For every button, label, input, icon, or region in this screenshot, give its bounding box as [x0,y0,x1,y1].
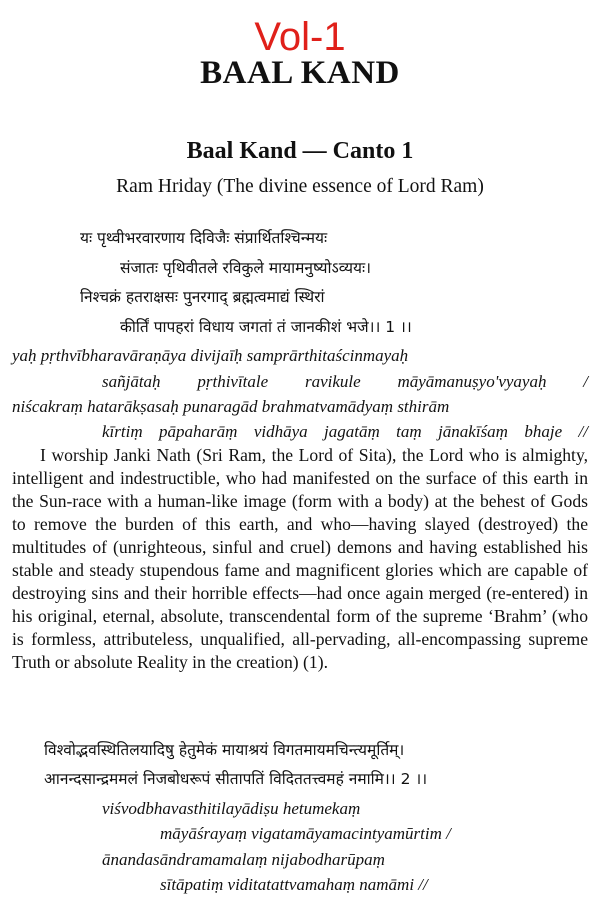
verse-1-line-2: संजातः पृथिवीतले रविकुले मायामनुष्योऽव्ययः। [120,259,372,277]
volume-label: Vol-1 [254,15,346,59]
book-title: BAAL KAND [200,55,400,91]
verse-2-translit-line-1: viśvodbhavasthitilayādiṣu hetumekaṃ [102,799,361,818]
verse-2-line-2: आनन्दसान्द्रममलं निजबोधरूपं सीतापतिं विदिततत्त्वमहं नमामि।। 2 ।। [44,770,428,788]
verse-1-translit-line-3: niścakraṃ hatarākṣasaḥ punaragād brahmatvamādyaṃ sthirām [12,397,450,416]
verse-2-translit-line-4: sītāpatiṃ viditatattvamahaṃ namāmi // [160,875,428,894]
translation-paragraph: I worship Janki Nath (Sri Ram, the Lord of Sita), the Lord who is almighty, intelligent and indestructible, who had manifested on the surface of this earth in the Sun-race with a human-like image (form with a body) at the behest of Gods to remove the burden of this earth, and who—having slayed (destroyed) the multitudes of (unrighteous, sinful and cruel) demons and having established his stable and steady stupendous fame and magnificent glories which are capable of destroying sins and their horrible effects—had once again merged (re-entered) in his original, eternal, absolute, transcendental form of the supreme ‘Brahm’ (who is formless, attributeless, unqualified, all-pervading, all-encompassing supreme Truth or absolute Reality in the creation) (1). [12,445,588,672]
verse-2-translit-line-2: māyāśrayaṃ vigatamāyamacintyamūrtim / [160,824,451,843]
verse-1-translit-line-1: yaḥ pṛthvībharavāraṇāya divijaīḥ samprārthitaścinmayaḥ [12,346,409,365]
verse-1-translit-line-4: kīrtiṃ pāpaharāṃ vidhāya jagatāṃ taṃ jānakīśaṃ bhaje // [102,422,588,441]
verse-1-line-1: यः पृथ्वीभरवारणाय दिविजैः संप्रार्थितश्चिन्मयः [80,229,328,247]
verse-2-translit-line-3: ānandasāndramamalaṃ nijabodharūpaṃ [102,850,385,869]
verse-1-line-3: निश्चक्रं हतराक्षसः पुनरगाद् ब्रह्मत्वमाद्यं स्थिरां [80,288,325,306]
canto-title: Baal Kand — Canto 1 [186,138,414,164]
verse-1-translit-line-2: sañjātaḥ pṛthivītale ravikule māyāmanuṣyo'vyayaḥ / [102,372,588,391]
verse-1-line-4: कीर्तिं पापहरां विधाय जगतां तं जानकीशं भजे।। 1 ।। [120,318,412,336]
verse-2-line-1: विश्वोद्भवस्थितिलयादिषु हेतुमेकं मायाश्रयं विगतमायमचिन्त्यमूर्तिम्। [44,741,405,759]
canto-subtitle: Ram Hriday (The divine essence of Lord Ram) [116,176,484,197]
